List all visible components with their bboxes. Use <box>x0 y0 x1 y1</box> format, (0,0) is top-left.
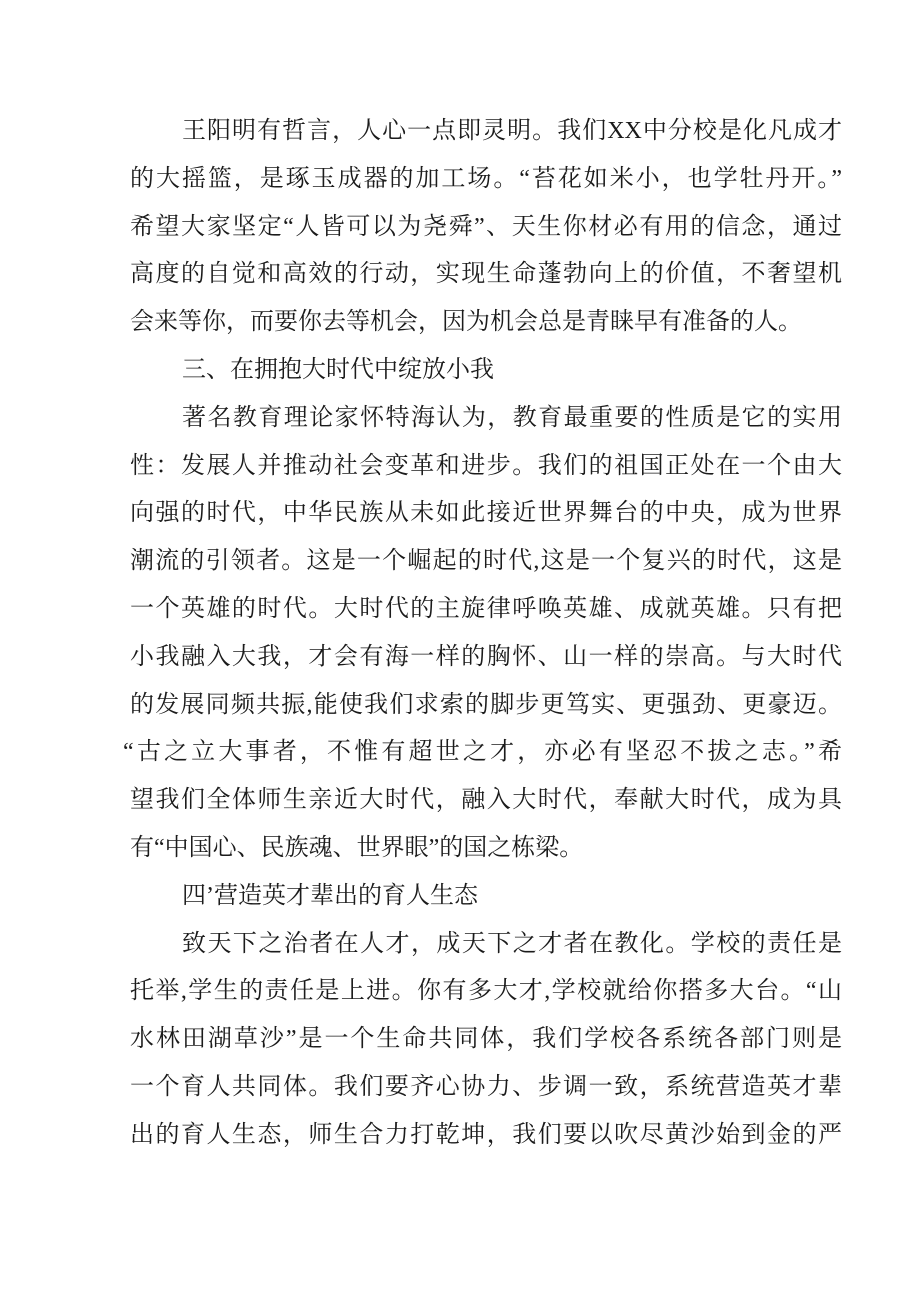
paragraph-line: 一个英雄的时代。大时代的主旋律呼唤英雄、成就英雄。只有把 <box>130 595 842 622</box>
paragraph-line: 小我融入大我，才会有海一样的胸怀、山一样的崇高。与大时代 <box>130 643 842 670</box>
paragraph-line: 高度的自觉和高效的行动，实现生命蓬勃向上的价值，不奢望机 <box>130 261 842 288</box>
paragraph-line: 有“中国心、民族魂、世界眼”的国之栋梁。 <box>130 834 584 861</box>
paragraph-line: 致天下之治者在人才，成天下之才者在教化。学校的责任是 <box>182 930 842 957</box>
paragraph-line: 性：发展人并推动社会变革和进步。我们的祖国正处在一个由大 <box>130 452 842 479</box>
paragraph-line: 向强的时代，中华民族从未如此接近世界舞台的中央，成为世界 <box>130 500 842 527</box>
paragraph-line: 托举,学生的责任是上进。你有多大才,学校就给你搭多大台。“山 <box>130 978 842 1005</box>
paragraph-line: 会来等你，而要你去等机会，因为机会总是青睐早有准备的人。 <box>130 309 802 336</box>
document-body <box>123 108 842 1160</box>
paragraph-line: 希望大家坚定“人皆可以为尧舜”、天生你材必有用的信念，通过 <box>130 213 842 240</box>
paragraph-line: “古之立大事者，不惟有超世之才，亦必有坚忍不拔之志。”希 <box>123 739 842 766</box>
paragraph-line: 王阳明有哲言，人心一点即灵明。我们XX中分校是化凡成才 <box>182 118 842 144</box>
paragraph-line: 的发展同频共振,能使我们求索的脚步更笃实、更强劲、更豪迈。 <box>130 691 842 718</box>
paragraph-line: 的大摇篮，是琢玉成器的加工场。“苔花如米小，也学牡丹开。” <box>130 165 842 192</box>
section-heading: 四’营造英才辈出的育人生态 <box>182 882 478 909</box>
paragraph-line: 出的育人生态，师生合力打乾坤，我们要以吹尽黄沙始到金的严 <box>130 1121 842 1148</box>
paragraph-line: 水林田湖草沙”是一个生命共同体，我们学校各系统各部门则是 <box>130 1026 842 1053</box>
paragraph-line: 潮流的引领者。这是一个崛起的时代,这是一个复兴的时代，这是 <box>130 548 842 575</box>
paragraph-line: 一个育人共同体。我们要齐心协力、步调一致，系统营造英才辈 <box>130 1073 842 1100</box>
paragraph-line: 著名教育理论家怀特海认为，教育最重要的性质是它的实用 <box>182 404 842 431</box>
section-heading: 三、在拥抱大时代中绽放小我 <box>182 356 494 383</box>
paragraph-line: 望我们全体师生亲近大时代，融入大时代，奉献大时代，成为具 <box>130 787 842 814</box>
